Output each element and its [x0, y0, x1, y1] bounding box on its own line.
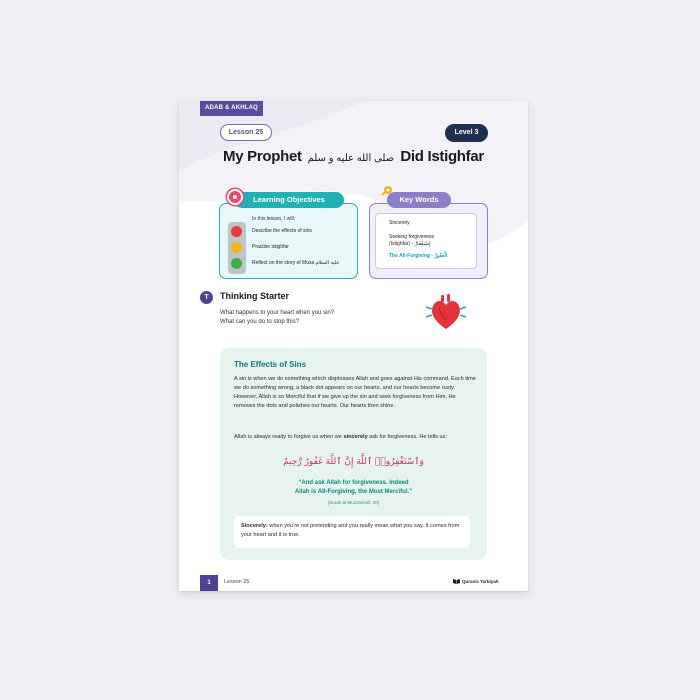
objective-item: Practise istighfar — [252, 244, 289, 250]
level-pill: Level 3 — [445, 124, 488, 142]
title-part2: Did Istighfar — [400, 148, 484, 165]
quote-bold: All-Forgiving — [317, 489, 355, 495]
objective-item: Reflect on the story of Musa عليه السلام — [252, 260, 340, 266]
effects-heading: The Effects of Sins — [234, 360, 307, 369]
quote-before: Allah is — [294, 489, 318, 495]
title-arabic-honorific: صلى الله عليه و سلم — [307, 153, 395, 164]
ayah-translation-line2 — [220, 488, 487, 497]
p2-after: ask for forgiveness. He tells us: — [367, 434, 447, 440]
objective-item: Describe the effects of sins — [252, 228, 312, 234]
book-icon — [453, 578, 460, 584]
key-word-item: (Istighfar) - إِسْتِغْفَارٌ — [389, 241, 431, 247]
thinking-question: What happens to your heart when you sin? — [220, 310, 335, 316]
key-word-item: Seeking forgiveness — [389, 234, 435, 240]
title-part1: My Prophet — [223, 148, 302, 165]
red-light-icon — [231, 226, 242, 237]
category-tag: ADAB & AKHLAQ — [200, 101, 263, 116]
ayah-translation-line1: “And ask Allah for forgiveness. Indeed — [298, 480, 409, 486]
traffic-light-icon — [228, 222, 246, 274]
footer-lesson: Lesson 25 — [224, 579, 250, 585]
heart-icon — [424, 293, 468, 333]
learning-objectives-heading: Learning Objectives — [234, 192, 344, 208]
effects-paragraph-2 — [234, 433, 477, 442]
p2-before: Allah is always ready to forgive us when we — [234, 434, 344, 440]
effects-paragraph: A sin is when we do something which displeases Allah and goes against His command. Each time we do something wrong, a black dot appears on our hearts, and our hearts become rusty. However, Allah is so Merciful that if we give up the sin and seek forgiveness from Him, He removes the dots and polishes our hearts. Our hearts then shine. — [234, 376, 476, 409]
surah-reference: (Surah al-Muzzammil: 20) — [327, 500, 380, 505]
thinking-question: What can you do to stop this? — [220, 319, 300, 325]
definition-term: Sincerely: — [241, 523, 268, 529]
key-word-item: The All-Forgiving - الْغَفُورُ — [389, 253, 448, 259]
definition-body: when you're not pretending and you really mean what you say. It comes from your heart and it is true. — [241, 523, 460, 538]
green-light-icon — [231, 258, 242, 269]
lesson-pill: Lesson 25 — [220, 124, 272, 141]
page-title — [179, 148, 528, 165]
brand-name: Quranic Tarbiyah — [462, 579, 499, 584]
objectives-intro: In this lesson, I will: — [252, 216, 296, 222]
key-word-item: Sincerely — [389, 220, 410, 226]
thinking-starter-badge: T — [200, 291, 213, 304]
page-number: 1 — [200, 575, 218, 591]
quran-ayah: وَٱسْتَغْفِرُوا۟ ٱللَّهَ إِنَّ ٱللَّهَ غَفُورٌ رَّحِيمٌ — [283, 457, 424, 467]
definition-text — [241, 522, 466, 540]
worksheet-page — [179, 101, 528, 591]
key-words-heading: Key Words — [387, 192, 451, 208]
thinking-starter-heading: Thinking Starter — [220, 291, 290, 301]
target-icon — [227, 189, 243, 205]
p2-bold: sincerely — [343, 434, 368, 440]
amber-light-icon — [231, 242, 242, 253]
quote-after: , the Most Merciful.” — [354, 489, 413, 495]
